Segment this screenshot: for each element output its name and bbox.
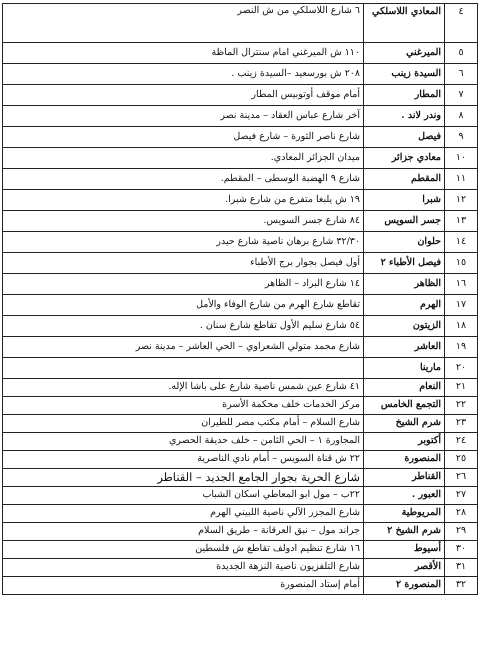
table-row	[3, 211, 478, 232]
row-number: ٢١	[445, 379, 478, 397]
branch-address: ٥٤ شارع سليم الأول تقاطع شارع سنان .	[3, 316, 364, 337]
branch-address: أمام إستاد المنصورة	[3, 577, 364, 595]
row-number: ٣٠	[445, 541, 478, 559]
branch-address: شارع الحرية بجوار الجامع الجديد – القناطر	[3, 469, 364, 487]
branch-address: شارع السلام – أمام مكتب مصر للطيران	[3, 415, 364, 433]
branches-table-body	[3, 4, 478, 595]
table-row	[3, 337, 478, 358]
branch-name: المنصورة	[364, 451, 445, 469]
branch-name: شرم الشيخ ٢	[364, 523, 445, 541]
branch-name: الزيتون	[364, 316, 445, 337]
row-number: ٢٥	[445, 451, 478, 469]
table-row	[3, 397, 478, 415]
branch-address: ميدان الجزائر المعادي.	[3, 148, 364, 169]
branch-address: ٣٢/٣٠ شارع برهان ناصية شارع حيدر	[3, 232, 364, 253]
table-row	[3, 169, 478, 190]
branch-address: ٢٢ب – مول ابو المعاطي اسكان الشباب	[3, 487, 364, 505]
branch-address: ٨٤ شارع جسر السويس.	[3, 211, 364, 232]
row-number: ٤	[445, 4, 478, 43]
branch-address: تقاطع شارع الهرم من شارع الوفاء والأمل	[3, 295, 364, 316]
table-row	[3, 577, 478, 595]
branch-address: ٤١ شارع عين شمس ناصية شارع على باشا الإله.	[3, 379, 364, 397]
row-number: ١٥	[445, 253, 478, 274]
branch-name: أسيوط	[364, 541, 445, 559]
row-number: ٢٢	[445, 397, 478, 415]
branch-name: المقطم	[364, 169, 445, 190]
table-row	[3, 4, 478, 43]
row-number: ٦	[445, 64, 478, 85]
table-row	[3, 523, 478, 541]
row-number: ٧	[445, 85, 478, 106]
branch-name: مارينا	[364, 358, 445, 379]
branch-address: ١١٠ ش الميرغني امام سنترال الماظة	[3, 43, 364, 64]
branch-address: ١٦ شارع تنظيم ادولف تقاطع ش فلسطين	[3, 541, 364, 559]
table-row	[3, 379, 478, 397]
row-number: ٩	[445, 127, 478, 148]
row-number: ١٩	[445, 337, 478, 358]
branch-name: المريوطية	[364, 505, 445, 523]
branch-name: فيصل	[364, 127, 445, 148]
branch-address: مركز الخدمات خلف محكمة الأسرة	[3, 397, 364, 415]
branch-address: ١٩ ش يلبغا متفرع من شارع شبرا.	[3, 190, 364, 211]
table-row	[3, 127, 478, 148]
branch-name: الميرغني	[364, 43, 445, 64]
row-number: ١٠	[445, 148, 478, 169]
branch-address: شارع ٩ الهضبة الوسطى – المقطم.	[3, 169, 364, 190]
branch-address: أول فيصل بجوار برج الأطباء	[3, 253, 364, 274]
branch-address: ٢٢ ش قناة السويس – أمام نادي الناصرية	[3, 451, 364, 469]
branch-address: شارع محمد متولي الشعراوي – الحي العاشر – مدينة نصر	[3, 337, 364, 358]
table-row	[3, 433, 478, 451]
table-row	[3, 559, 478, 577]
branches-table	[2, 3, 478, 595]
branch-address: جراند مول – نبق العرقانة – طريق السلام	[3, 523, 364, 541]
branch-name: القناطر	[364, 469, 445, 487]
table-row	[3, 106, 478, 127]
branch-name: المعادي اللاسلكي	[364, 4, 445, 43]
table-row	[3, 358, 478, 379]
table-row	[3, 190, 478, 211]
branch-name: المنصورة ٢	[364, 577, 445, 595]
row-number: ١٣	[445, 211, 478, 232]
branch-name: شرم الشيخ	[364, 415, 445, 433]
table-row	[3, 505, 478, 523]
branch-name: العبور .	[364, 487, 445, 505]
branch-name: جسر السويس	[364, 211, 445, 232]
table-row	[3, 295, 478, 316]
row-number: ١٨	[445, 316, 478, 337]
table-row	[3, 232, 478, 253]
table-row	[3, 148, 478, 169]
row-number: ١٤	[445, 232, 478, 253]
branch-address: شارع التلفزيون ناصية النزهة الجديدة	[3, 559, 364, 577]
branch-name: أكتوبر	[364, 433, 445, 451]
row-number: ٢٤	[445, 433, 478, 451]
row-number: ٢٨	[445, 505, 478, 523]
row-number: ٢٦	[445, 469, 478, 487]
table-row	[3, 415, 478, 433]
branch-address: آخر شارع عباس العقاد – مدينة نصر	[3, 106, 364, 127]
row-number: ٢٠	[445, 358, 478, 379]
branch-address: شارع ناصر الثورة – شارع فيصل	[3, 127, 364, 148]
table-row	[3, 487, 478, 505]
row-number: ١٦	[445, 274, 478, 295]
row-number: ١١	[445, 169, 478, 190]
branch-address	[3, 358, 364, 379]
row-number: ١٢	[445, 190, 478, 211]
row-number: ٢٧	[445, 487, 478, 505]
table-row	[3, 64, 478, 85]
row-number: ٢٩	[445, 523, 478, 541]
table-row	[3, 316, 478, 337]
row-number: ٥	[445, 43, 478, 64]
table-row	[3, 85, 478, 106]
branch-name: النعام	[364, 379, 445, 397]
row-number: ٣١	[445, 559, 478, 577]
branch-name: الظاهر	[364, 274, 445, 295]
branch-name: فيصل الأطباء ٢	[364, 253, 445, 274]
table-row	[3, 274, 478, 295]
branch-name: المطار	[364, 85, 445, 106]
branch-address: شارع المجزر الآلي ناصية اللبيني الهرم	[3, 505, 364, 523]
row-number: ٣٢	[445, 577, 478, 595]
branch-address: ١٤ شارع البراد – الظاهر	[3, 274, 364, 295]
row-number: ٢٣	[445, 415, 478, 433]
branch-name: العاشر	[364, 337, 445, 358]
branch-name: السيدة زينب	[364, 64, 445, 85]
branch-name: التجمع الخامس	[364, 397, 445, 415]
branch-address: ٢٠٨ ش بورسعيد –السيدة زينب .	[3, 64, 364, 85]
branch-name: حلوان	[364, 232, 445, 253]
branch-name: شبرا	[364, 190, 445, 211]
table-row	[3, 469, 478, 487]
table-row	[3, 541, 478, 559]
row-number: ٨	[445, 106, 478, 127]
branch-name: الأقصر	[364, 559, 445, 577]
branch-address: المجاورة ١ – الحي الثامن – خلف حديقة الحصري	[3, 433, 364, 451]
table-row	[3, 451, 478, 469]
branch-name: معادي جزائر	[364, 148, 445, 169]
branch-name: وندر لاند .	[364, 106, 445, 127]
branch-address: ٦ شارع اللاسلكي من ش النصر	[3, 4, 364, 43]
table-row	[3, 253, 478, 274]
branch-name: الهرم	[364, 295, 445, 316]
row-number: ١٧	[445, 295, 478, 316]
table-row	[3, 43, 478, 64]
branch-address: أمام موقف أوتوبيس المطار	[3, 85, 364, 106]
